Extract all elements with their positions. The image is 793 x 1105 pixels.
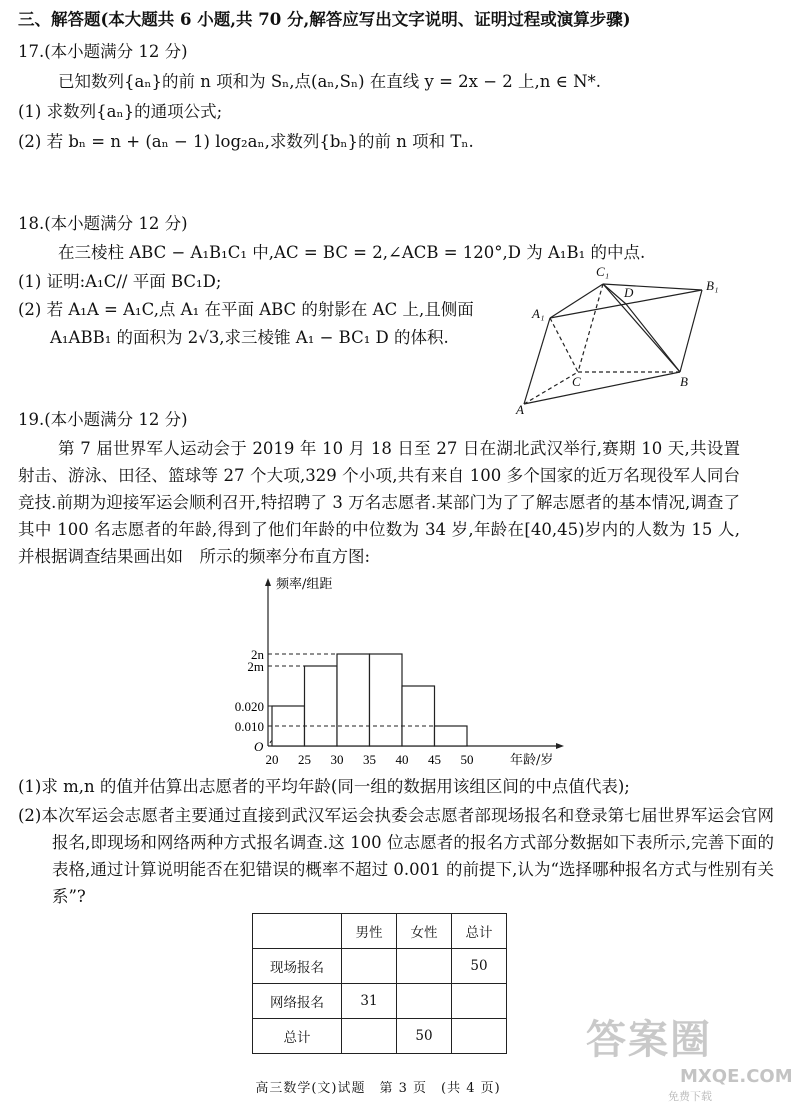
q19-part2: (2)本次军运会志愿者主要通过直接到武汉军运会执委会志愿者部现场报名和登录第七届世界军运会官网报名,即现场和网络两种方式报名调查.这 100 位志愿者的报名方式部分数据如下表所示,完善下面的表格,通过计算说明能否在犯错误的概率不超过 0.001 的前提下,认为“选择哪种报名方式与性别有关系”? (18, 806, 774, 906)
edge-a1-a (524, 318, 550, 404)
label-c1: C₁ (596, 264, 610, 279)
x-axis-arrow (556, 743, 564, 749)
table-header-cell: 男性 (342, 914, 397, 949)
watermark-logo: 答案圈 (586, 1017, 712, 1063)
x-tick-label: 45 (428, 752, 441, 767)
table-cell: 总计 (253, 1019, 342, 1054)
watermark-small: 免费下载 (668, 1090, 712, 1103)
table-cell: 50 (397, 1019, 452, 1054)
x-tick-label: 25 (298, 752, 311, 767)
label-b: B (680, 374, 688, 389)
histogram-bar (370, 654, 403, 746)
q17-part2: (2) 若 bₙ = n + (aₙ − 1) log₂aₙ,求数列{bₙ}的前 n 项和 Tₙ. (18, 132, 474, 151)
table-cell: 网络报名 (253, 984, 342, 1019)
y-axis-label: 频率/组距 (276, 577, 333, 592)
x-tick-label: 20 (265, 752, 279, 767)
edge-a-b (524, 372, 680, 404)
q18-stem: 在三棱柱 ABC − A₁B₁C₁ 中,AC = BC = 2,∠ACB = 120°,D 为 A₁B₁ 的中点. (58, 243, 646, 262)
y-axis-arrow (265, 578, 271, 586)
q17-part1: (1) 求数列{aₙ}的通项公式; (18, 102, 223, 121)
y-tick-label: 0.010 (234, 719, 264, 734)
q18-title: 18.(本小题满分 12 分) (18, 214, 188, 233)
x-tick-label: 50 (460, 752, 474, 767)
label-a: A (516, 402, 524, 417)
table-header-cell: 女性 (397, 914, 452, 949)
q18-part2-line2: A₁ABB₁ 的面积为 2√3,求三棱锥 A₁ − BC₁ D 的体积. (50, 328, 449, 347)
histogram-bar (402, 686, 435, 746)
table-cell: 50 (452, 949, 507, 984)
label-b1: B₁ (706, 278, 719, 293)
watermark-domain: MXQE.COM (680, 1066, 793, 1087)
table-cell (397, 984, 452, 1019)
histogram-bar (305, 666, 338, 746)
section-header: 三、解答题(本大题共 6 小题,共 70 分,解答应写出文字说明、证明过程或演算步骤) (18, 10, 631, 29)
page-footer: 高三数学(文)试题 第 3 页 (共 4 页) (255, 1081, 501, 1096)
frequency-histogram (210, 574, 590, 770)
label-a1: A₁ (532, 306, 545, 321)
table-cell (452, 1019, 507, 1054)
q17-title: 17.(本小题满分 12 分) (18, 42, 188, 61)
table-row (253, 949, 507, 984)
edge-c1-b1 (603, 284, 702, 290)
table-cell (452, 984, 507, 1019)
edge-c1-d (603, 284, 626, 304)
table-cell: 31 (342, 984, 397, 1019)
table-cell (397, 949, 452, 984)
table-header-cell (253, 914, 342, 949)
x-tick-label: 40 (395, 752, 409, 767)
x-tick-label: 35 (363, 752, 376, 767)
table-header-row (253, 914, 507, 949)
q18-part2-line1: (2) 若 A₁A = A₁C,点 A₁ 在平面 ABC 的射影在 AC 上,且侧面 (18, 300, 474, 319)
table-cell (342, 1019, 397, 1054)
x-tick-label: 30 (330, 752, 344, 767)
origin-label: O (254, 739, 264, 754)
table-cell: 现场报名 (253, 949, 342, 984)
edge-b1-b (680, 290, 702, 372)
table-row (253, 1019, 507, 1054)
table-cell (342, 949, 397, 984)
label-d: D (624, 285, 634, 300)
y-tick-label: 0.020 (234, 699, 264, 714)
q18-part1: (1) 证明:A₁C// 平面 BC₁D; (18, 272, 222, 291)
histogram-bar (337, 654, 370, 746)
prism-figure (510, 262, 735, 422)
y-tick-label: 2n (251, 647, 264, 662)
registration-table (252, 913, 507, 1054)
q19-title: 19.(本小题满分 12 分) (18, 410, 188, 429)
histogram-bar (435, 726, 468, 746)
edge-a1-c (550, 318, 578, 372)
q17-stem: 已知数列{aₙ}的前 n 项和为 Sₙ,点(aₙ,Sₙ) 在直线 y = 2x − 2 上,n ∈ N*. (58, 72, 602, 91)
y-tick-label: 2m (247, 659, 264, 674)
label-c: C (572, 374, 581, 389)
q19-paragraph: 第 7 届世界军人运动会于 2019 年 10 月 18 日至 27 日在湖北武汉举行,赛期 10 天,共设置射击、游泳、田径、篮球等 27 个大项,329 个小项,共有来自 100 多个国家的近万名现役军人同台竞技.前期为迎接军运会顺利召开,特招聘了 3 万名志愿者.某部门为了了解志愿者的基本情况,调查了其中 100 名志愿者的年龄,得到了他们年龄的中位数为 34 岁,年龄在[40,45)岁内的人数为 15 人,并根据调查结果画出如 所示的频率分布直方图: (18, 439, 740, 566)
q19-part1: (1)求 m,n 的值并估算出志愿者的平均年龄(同一组的数据用该组区间的中点值代表); (18, 777, 630, 796)
table-header-cell: 总计 (452, 914, 507, 949)
edge-c1-b (603, 284, 680, 372)
edge-d-b (626, 304, 680, 372)
table-row (253, 984, 507, 1019)
x-axis-label: 年龄/岁 (510, 753, 554, 768)
